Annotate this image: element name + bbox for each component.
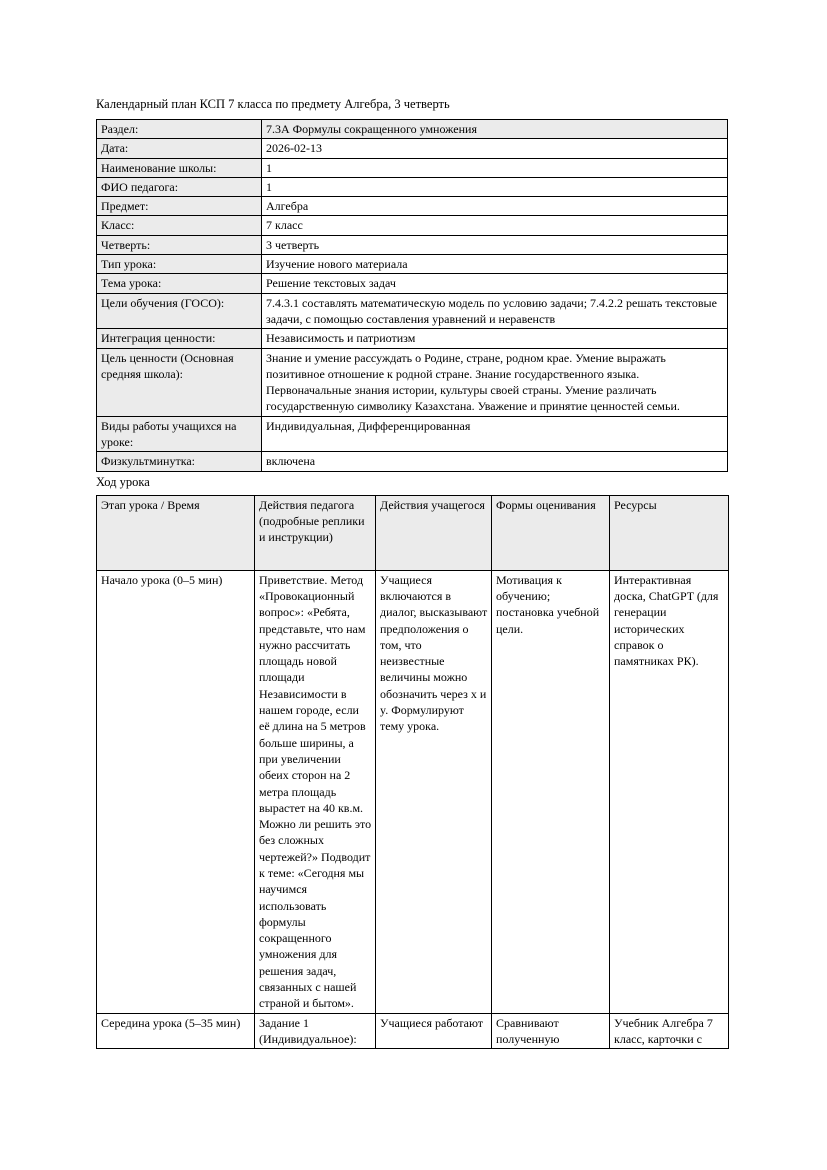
table-row <box>97 416 728 452</box>
table-row <box>97 274 728 293</box>
table-row <box>97 235 728 254</box>
info-row-label: Тема урока: <box>97 274 262 293</box>
assessment-cell: Мотивация к обучению; постановка учебной цели. <box>492 570 610 1013</box>
student-actions-cell: Учащиеся работают <box>376 1013 492 1049</box>
info-row-label: Четверть: <box>97 235 262 254</box>
teacher-actions-cell: Задание 1 (Индивидуальное): <box>255 1013 376 1049</box>
info-row-value: 7 класс <box>262 216 728 235</box>
info-row-value: 2026-02-13 <box>262 139 728 158</box>
info-row-value: Решение текстовых задач <box>262 274 728 293</box>
info-row-label: Раздел: <box>97 120 262 139</box>
table-row <box>97 255 728 274</box>
student-actions-cell: Учащиеся включаются в диалог, высказывают предположения о том, что неизвестные величины можно обозначить через x и y. Формулируют тему урока. <box>376 570 492 1013</box>
teacher-actions-cell: Приветствие. Метод «Провокационный вопрос»: «Ребята, представьте, что нам нужно рассчитать площадь новой площади Независимости в нашем городе, если её длина на 5 метров больше ширины, а при увеличении обеих сторон на 2 метра площадь вырастет на 40 кв.м. Можно ли решить это без сложных чертежей?» Подводит к теме: «Сегодня мы научимся использовать формулы сокращенного умножения для решения задач, связанных с нашей страной и бытом». <box>255 570 376 1013</box>
info-row-value: 7.3А Формулы сокращенного умножения <box>262 120 728 139</box>
page-content <box>96 96 728 1049</box>
info-row-value: 7.4.3.1 составлять математическую модель по условию задачи; 7.4.2.2 решать текстовые задачи, с помощью составления уравнений и неравенств <box>262 293 728 329</box>
info-row-label: Класс: <box>97 216 262 235</box>
table-row <box>97 329 728 348</box>
stage-cell: Начало урока (0–5 мин) <box>97 570 255 1013</box>
lesson-flow-head <box>97 495 729 570</box>
lesson-flow-table <box>96 495 729 1050</box>
info-row-value: включена <box>262 452 728 471</box>
lesson-info-body <box>97 120 728 472</box>
info-row-label: Тип урока: <box>97 255 262 274</box>
column-header: Действия учащегося <box>376 495 492 570</box>
table-header-row <box>97 495 729 570</box>
info-row-value: Знание и умение рассуждать о Родине, стране, родном крае. Умение выражать позитивное отношение к родной стране. Знание государственного языка. Первоначальные знания истории, культуры своей страны. Умение различать государственную символику Казахстана. Уважение и принятие ценностей семьи. <box>262 348 728 416</box>
table-row <box>97 1013 729 1049</box>
stage-cell: Середина урока (5–35 мин) <box>97 1013 255 1049</box>
table-row <box>97 216 728 235</box>
table-row <box>97 177 728 196</box>
info-row-label: Физкультминутка: <box>97 452 262 471</box>
table-row <box>97 120 728 139</box>
resources-cell: Интерактивная доска, ChatGPT (для генерации исторических справок о памятниках РК). <box>610 570 729 1013</box>
info-row-label: Интеграция ценности: <box>97 329 262 348</box>
info-row-value: 1 <box>262 177 728 196</box>
info-row-label: Наименование школы: <box>97 158 262 177</box>
column-header: Формы оценивания <box>492 495 610 570</box>
info-row-label: Дата: <box>97 139 262 158</box>
info-row-value: Индивидуальная, Дифференцированная <box>262 416 728 452</box>
table-row <box>97 348 728 416</box>
info-row-label: Цели обучения (ГОСО): <box>97 293 262 329</box>
table-row <box>97 293 728 329</box>
resources-cell: Учебник Алгебра 7 класс, карточки с <box>610 1013 729 1049</box>
info-row-label: Предмет: <box>97 197 262 216</box>
table-row <box>97 570 729 1013</box>
table-row <box>97 158 728 177</box>
page-title: Календарный план КСП 7 класса по предмету Алгебра, 3 четверть <box>96 97 450 111</box>
lesson-flow-body <box>97 570 729 1049</box>
table-row <box>97 197 728 216</box>
lesson-flow-caption: Ход урока <box>96 474 150 489</box>
lesson-info-table <box>96 119 728 472</box>
column-header: Ресурсы <box>610 495 729 570</box>
info-row-value: Изучение нового материала <box>262 255 728 274</box>
info-row-value: Независимость и патриотизм <box>262 329 728 348</box>
info-row-value: 1 <box>262 158 728 177</box>
info-row-label: Цель ценности (Основная средняя школа): <box>97 348 262 416</box>
assessment-cell: Сравнивают полученную <box>492 1013 610 1049</box>
table-row <box>97 139 728 158</box>
info-row-label: Виды работы учащихся на уроке: <box>97 416 262 452</box>
info-row-value: 3 четверть <box>262 235 728 254</box>
table-row <box>97 452 728 471</box>
info-row-value: Алгебра <box>262 197 728 216</box>
column-header: Этап урока / Время <box>97 495 255 570</box>
info-row-label: ФИО педагога: <box>97 177 262 196</box>
column-header: Действия педагога (подробные реплики и инструкции) <box>255 495 376 570</box>
